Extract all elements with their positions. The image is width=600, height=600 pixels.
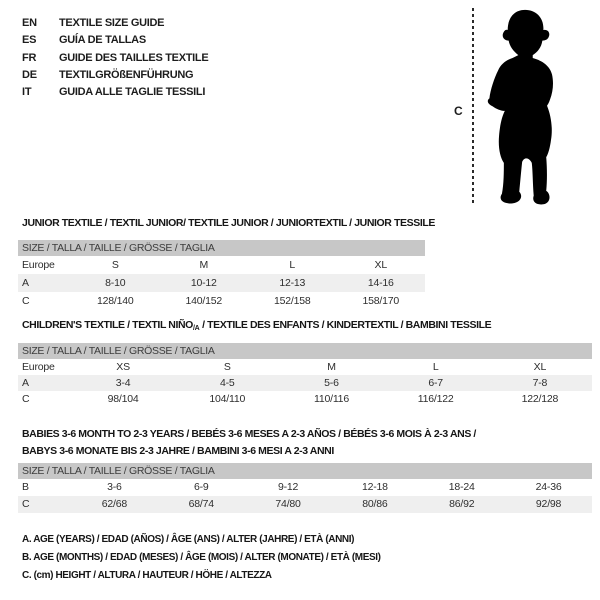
row-label: Europe — [22, 361, 55, 373]
cell: 80/86 — [362, 498, 388, 510]
cell: M — [199, 259, 209, 271]
cell: 68/74 — [188, 498, 214, 510]
table-row-months — [18, 479, 592, 496]
language-row-de — [22, 66, 208, 83]
cell: 116/122 — [417, 393, 454, 405]
section-title-subscript: /A — [192, 325, 200, 332]
row-label: A — [22, 377, 29, 389]
height-measure-label: C — [454, 104, 463, 118]
cell: 7-8 — [532, 377, 548, 389]
cell: 128/140 — [96, 295, 134, 307]
cell: 6-9 — [193, 481, 209, 493]
cell: M — [327, 361, 336, 373]
section-title-children — [22, 317, 491, 337]
footnote-age-months: B. AGE (MONTHS) / EDAD (MESES) / ÂGE (MOIS) / ALTER (MONATE) / ETÀ (MESI) — [22, 552, 381, 563]
section-title-text: / TEXTILE DES ENFANTS / KINDERTEXTIL / BAMBINI TESSILE — [199, 319, 492, 331]
cell: 122/128 — [521, 393, 559, 405]
cell: 110/116 — [313, 393, 349, 405]
language-code: IT — [22, 86, 32, 99]
language-label: GUÍA DE TALLAS — [59, 34, 146, 47]
cell: 104/110 — [209, 393, 246, 405]
cell: 12-18 — [361, 481, 388, 493]
cell: S — [223, 361, 231, 373]
table-row-height — [18, 391, 592, 407]
cell: 5-6 — [324, 377, 339, 389]
table-row-age — [18, 274, 425, 292]
cell: XL — [533, 361, 547, 373]
baby-silhouette-icon — [476, 5, 576, 212]
table-header-bar: SIZE / TALLA / TAILLE / GRÖSSE / TAGLIA — [18, 463, 592, 479]
cell: 14-16 — [367, 277, 394, 289]
footnote-age-years: A. AGE (YEARS) / EDAD (AÑOS) / ÂGE (ANS) / ALTER (JAHRE) / ETÀ (ANNI) — [22, 534, 355, 545]
cell: 12-13 — [279, 277, 306, 289]
cell: 92/98 — [535, 498, 562, 510]
language-label: TEXTILGRÖßENFÜHRUNG — [59, 68, 194, 81]
cell: 152/158 — [273, 295, 311, 307]
language-label: GUIDE DES TAILLES TEXTILE — [59, 51, 209, 64]
cell: XS — [116, 361, 130, 373]
babies-size-table — [18, 463, 592, 513]
row-label: C — [22, 295, 30, 307]
section-title-junior — [22, 215, 435, 232]
cell: XL — [374, 259, 387, 271]
cell: 62/68 — [101, 498, 128, 510]
section-title-text: BABYS 3-6 MONATE BIS 2-3 JAHRE / BAMBINI 3-6 MESI A 2-3 ANNI — [22, 445, 334, 457]
table-row-europe — [18, 256, 425, 274]
cell: L — [432, 361, 439, 373]
row-label: A — [22, 277, 29, 289]
section-title-babies — [22, 426, 476, 460]
row-label: Europe — [22, 259, 55, 271]
cell: 10-12 — [190, 277, 217, 289]
cell: 3-4 — [115, 377, 131, 389]
cell: 74/80 — [275, 498, 301, 510]
footnotes — [22, 531, 381, 585]
language-row-en — [22, 14, 208, 31]
section-title-text: CHILDREN'S TEXTILE / TEXTIL NIÑO — [22, 319, 193, 331]
language-row-it — [22, 83, 208, 100]
language-row-fr — [22, 49, 208, 66]
table-header-bar: SIZE / TALLA / TAILLE / GRÖSSE / TAGLIA — [18, 240, 425, 256]
language-list — [22, 14, 208, 100]
table-row-height — [18, 292, 425, 310]
language-code: ES — [22, 34, 37, 47]
table-row-age — [18, 375, 592, 391]
cell: 98/104 — [107, 393, 139, 405]
row-label: C — [22, 498, 30, 510]
cell: 8-10 — [105, 277, 126, 289]
table-row-europe — [18, 359, 592, 375]
language-label: TEXTILE SIZE GUIDE — [59, 17, 165, 29]
cell: 4-5 — [219, 377, 235, 389]
section-title-text: JUNIOR TEXTILE / TEXTIL JUNIOR/ TEXTILE JUNIOR / JUNIORTEXTIL / JUNIOR TESSILE — [22, 217, 435, 229]
footnote-height: C. (cm) HEIGHT / ALTURA / HAUTEUR / HÖHE / ALTEZZA — [22, 570, 272, 581]
cell: 24-36 — [535, 481, 562, 493]
cell: 86/92 — [449, 498, 475, 510]
junior-size-table — [18, 240, 425, 310]
cell: 158/170 — [362, 295, 400, 307]
row-label: B — [22, 481, 29, 493]
baby-figure-area — [450, 0, 600, 215]
section-title-text: BABIES 3-6 MONTH TO 2-3 YEARS / BEBÉS 3-6 MESES A 2-3 AÑOS / BÉBÉS 3-6 MOIS À 2-3 ANS / — [22, 428, 476, 440]
table-row-height — [18, 496, 592, 513]
language-label: GUIDA ALLE TAGLIE TESSILI — [59, 86, 206, 99]
language-row-es — [22, 31, 208, 48]
table-header-bar: SIZE / TALLA / TAILLE / GRÖSSE / TAGLIA — [18, 343, 592, 359]
language-code: FR — [22, 51, 37, 64]
cell: 18-24 — [448, 481, 475, 493]
cell: 3-6 — [107, 481, 122, 493]
cell: S — [111, 259, 119, 271]
cell: 6-7 — [428, 377, 443, 389]
language-code: EN — [22, 17, 37, 29]
cell: L — [289, 259, 296, 271]
row-label: C — [22, 393, 30, 405]
children-size-table — [18, 343, 592, 407]
cell: 9-12 — [277, 481, 299, 493]
language-code: DE — [22, 68, 37, 81]
cell: 140/152 — [185, 295, 223, 307]
height-measure-line — [472, 8, 474, 206]
